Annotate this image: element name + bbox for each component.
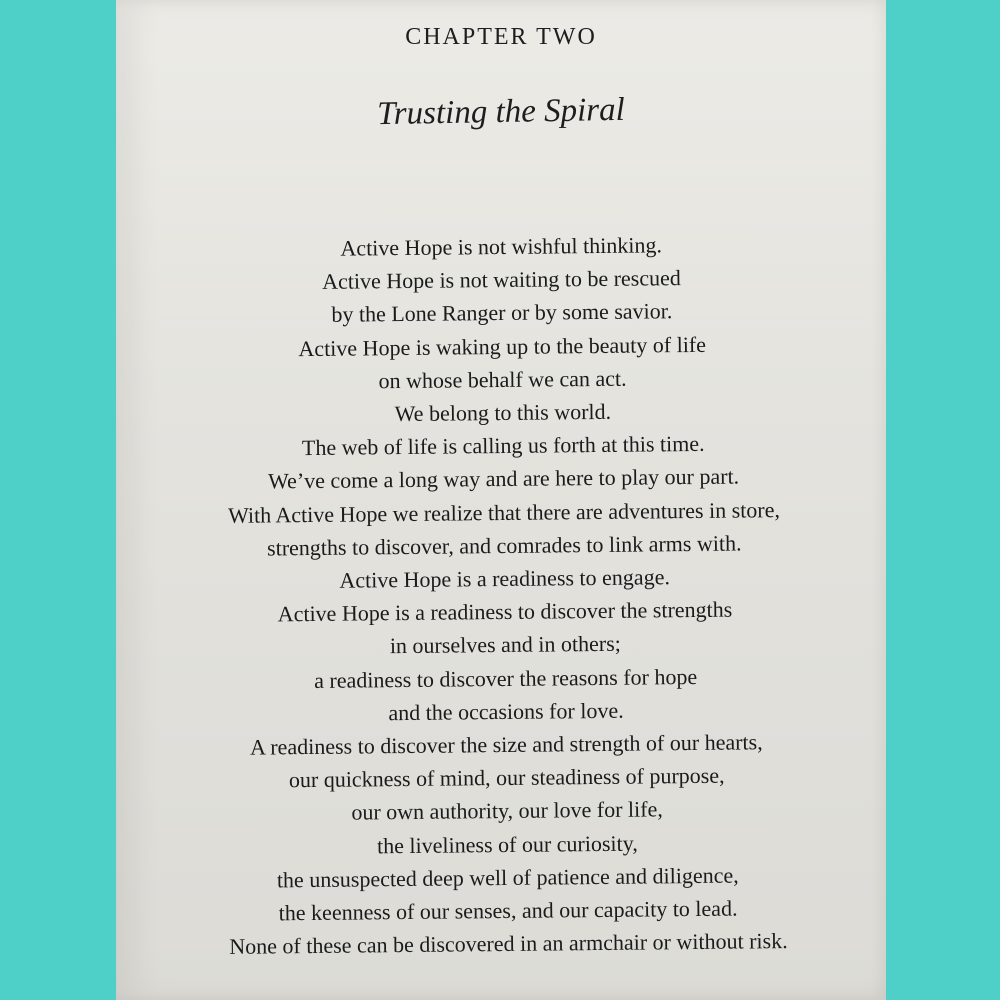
poem-line: Active Hope is a readiness to engage. bbox=[339, 564, 671, 593]
poem-line: and the occasions for love. bbox=[388, 697, 624, 726]
poem-line: A readiness to discover the size and strength of our hearts, bbox=[249, 729, 763, 760]
poem-line: on whose behalf we can act. bbox=[378, 365, 627, 394]
poem-line: Active Hope is not wishful thinking. bbox=[340, 232, 662, 261]
poem-line: Active Hope is not waiting to be rescued bbox=[322, 265, 681, 295]
poem-line: strengths to discover, and comrades to link arms with. bbox=[266, 530, 742, 561]
poem-line: the unsuspected deep well of patience and diligence, bbox=[276, 862, 739, 893]
poem-line: our own authority, our love for life, bbox=[351, 796, 663, 826]
chapter-title: Trusting the Spiral bbox=[376, 91, 626, 133]
poem-line: Active Hope is waking up to the beauty of life bbox=[298, 331, 707, 361]
poem-line: the keenness of our senses, and our capacity to lead. bbox=[278, 895, 738, 926]
poem bbox=[116, 226, 886, 964]
poem-line: a readiness to discover the reasons for hope bbox=[314, 663, 698, 693]
poem-line: by the Lone Ranger or by some savior. bbox=[331, 298, 673, 328]
poem-line: The web of life is calling us forth at this time. bbox=[301, 431, 705, 461]
poem-line: in ourselves and in others; bbox=[389, 631, 621, 659]
poem-line: the liveliness of our curiosity, bbox=[376, 830, 638, 858]
chapter-label: CHAPTER TWO bbox=[405, 24, 597, 50]
poem-line: We’ve come a long way and are here to play our part. bbox=[267, 463, 740, 494]
poem-line: With Active Hope we realize that there are adventures in store, bbox=[227, 496, 781, 528]
poem-line: Active Hope is a readiness to discover the strengths bbox=[277, 596, 733, 627]
poem-line: our quickness of mind, our steadiness of purpose, bbox=[288, 762, 725, 793]
poem-line: None of these can be discovered in an armchair or without risk. bbox=[229, 928, 788, 960]
book-page bbox=[116, 0, 886, 1000]
poem-line: We belong to this world. bbox=[394, 398, 612, 427]
